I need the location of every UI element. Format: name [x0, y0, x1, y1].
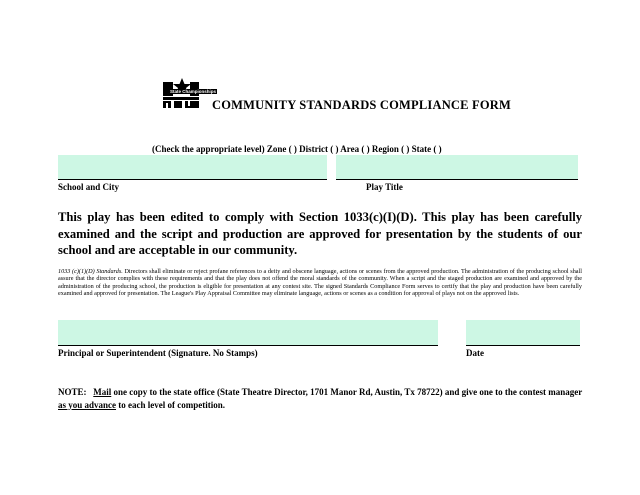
logo-caption: State Championships — [170, 89, 217, 94]
rule-body: Directors shall eliminate or reject profane references to a deity and obscene language, actions or scenes from the approved production. The administration of the producing school shall assure that the director complies with these requirements and that the play does not offend the moral standards of the community. When a script and the staged production are examined and approved by the administration of the producing school, the production is eligible for presentation at any contest site. The signed Standards Compliance Form serves to certify that the play and production have been carefully examined and approved for presentation. The League's Play Appraisal Committee may eliminate language, actions or scenes as a condition for approval of plays not on the approved lists. — [58, 268, 582, 297]
level-selection-line: (Check the appropriate level) Zone ( ) District ( ) Area ( ) Region ( ) State ( ) — [152, 144, 442, 154]
date-label: Date — [466, 348, 484, 358]
rule-heading: 1033 (c)(1)(D) Standards. — [58, 268, 123, 275]
school-city-label: School and City — [58, 182, 120, 192]
uil-state-championships-logo — [160, 78, 217, 108]
compliance-statement: This play has been edited to comply with Section 1033(c)(I)(D). This play has been carefully examined and the script and production are approved for presentation by the students of our school and are acceptable in our community. — [58, 210, 582, 257]
play-title-field[interactable] — [336, 155, 578, 180]
date-field[interactable] — [466, 320, 580, 346]
note-label: NOTE: — [58, 387, 87, 397]
mailing-note — [58, 386, 588, 411]
note-as-you-advance: as you advance — [58, 399, 117, 410]
principal-signature-field[interactable] — [58, 320, 438, 346]
principal-label: Principal or Superintendent (Signature. No Stamps) — [58, 348, 258, 358]
form-title: COMMUNITY STANDARDS COMPLIANCE FORM — [212, 98, 512, 112]
note-text-2: to each level of competition. — [116, 399, 225, 410]
note-mail: Mail — [93, 387, 112, 397]
note-text-1: one copy to the state office (State Theatre Director, 1701 Manor Rd, Austin, Tx 78722) and give one to the contest manager — [111, 387, 583, 397]
standards-rule-text — [58, 268, 582, 297]
school-city-field[interactable] — [58, 155, 327, 180]
play-title-label: Play Title — [366, 182, 403, 192]
